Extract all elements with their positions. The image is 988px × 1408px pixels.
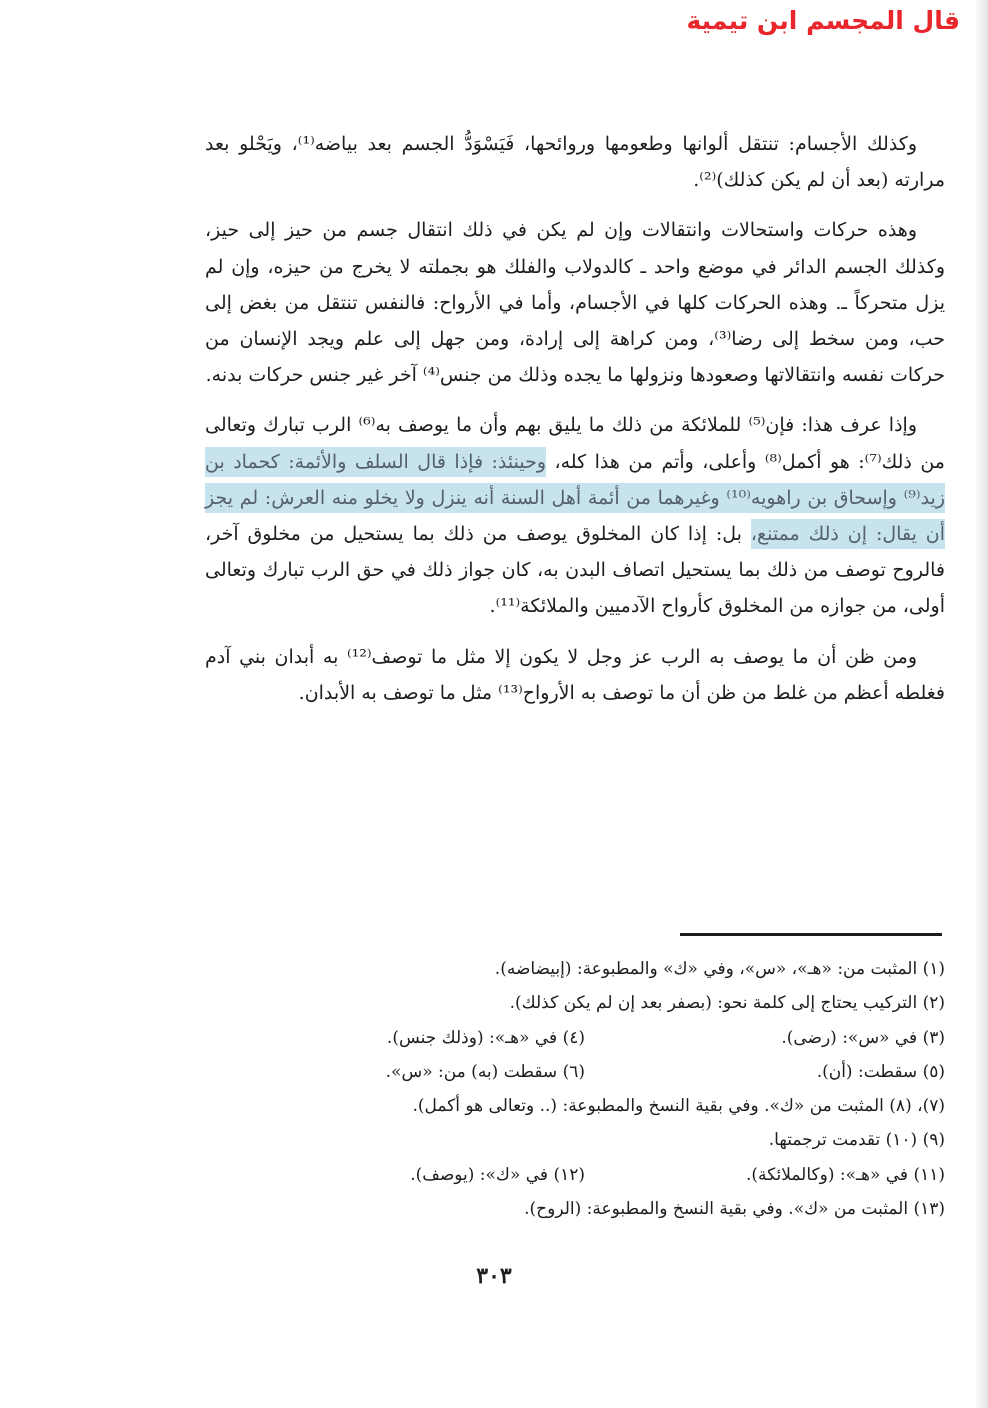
paragraph-4: ومن ظن أن ما يوصف به الرب عز وجل لا يكون إلا مثل ما توصف⁽¹²⁾ به أبدان بني آدم فغلطه أعظم من غلط من ظن أن ما توصف به الأرواح⁽¹³⁾ مثل ما توصف به الأبدان. — [205, 645, 945, 704]
main-text — [205, 126, 945, 725]
footnote-5: (٥) سقطت: (أن). — [816, 1061, 945, 1082]
footnotes — [205, 952, 945, 1226]
footnote-row — [205, 1089, 945, 1123]
page-number: ٣٠٣ — [476, 1263, 512, 1289]
footnote-7-8: (٧)، (٨) المثبت من «ك». وفي بقية النسخ والمطبوعة: (.. وتعالى هو أكمل). — [412, 1096, 945, 1117]
footnote-3: (٣) في «س»: (رضى). — [781, 1027, 945, 1048]
footnote-row — [205, 1055, 945, 1089]
footnote-4: (٤) في «هـ»: (وذلك جنس). — [386, 1027, 585, 1048]
header-title: قال المجسم ابن تيمية — [686, 6, 960, 35]
page-edge-shadow — [974, 0, 988, 1408]
footnote-row — [205, 952, 945, 986]
footnote-row — [205, 1021, 945, 1055]
footnote-row — [205, 986, 945, 1020]
footnote-row — [205, 1192, 945, 1226]
footnote-12: (١٢) في «ك»: (يوصف). — [410, 1164, 585, 1185]
paragraph-3-after: بل: إذا كان المخلوق يوصف من ذلك بما يستحيل من مخلوق آخر، فالروح توصف من ذلك بما يستحيل اتصاف البدن به، كان جواز ذلك في حق الرب تبارك وتعالى أولى، من جوازه من المخلوق كأرواح الآدميين والملائكة⁽¹¹⁾. — [205, 523, 945, 618]
footnote-1: (١) المثبت من: «هـ»، «س»، وفي «ك» والمطبوعة: (إبيضاضه). — [494, 959, 945, 979]
paragraph-2: وهذه حركات واستحالات وانتقالات وإن لم يكن في ذلك انتقال جسم من حيز إلى حيز، وكذلك الجسم الدائر في موضع واحد ـ كالدولاب والفلك هو بجملته لا يخرج من حيزه، وإن لم يزل متحركاً ـ. وهذه الحركات كلها في الأجسام، وأما في الأرواح: فالنفس تنتقل من بغض إلى حب، ومن سخط إلى رضا⁽³⁾، ومن كراهة إلى إرادة، ومن جهل إلى علم ويجد الإنسان من حركات نفسه وانتقالاتها وصعودها ونزولها ما يجده وذلك من جنس⁽⁴⁾ آخر غير جنس حركات بدنه. — [205, 219, 945, 387]
paragraph-3 — [205, 407, 945, 624]
paragraph-1: وكذلك الأجسام: تنتقل ألوانها وطعومها وروائحها، فَيَسْوَدُّ الجسم بعد بياضه⁽¹⁾، ويَحْلو بعد مرارته (بعد أن لم يكن كذلك)⁽²⁾. — [205, 133, 945, 192]
footnote-row — [205, 1158, 945, 1192]
footnote-divider — [680, 933, 942, 936]
footnote-13: (١٣) المثبت من «ك». وفي بقية النسخ والمطبوعة: (الروح). — [524, 1199, 945, 1220]
highlighted-passage[interactable]: وحينئذ: فإذا قال السلف والأئمة: كحماد بن زيد⁽⁹⁾ وإسحاق بن راهويه⁽¹⁰⁾ وغيرهما من أئمة أهل السنة أنه ينزل ولا يخلو منه العرش: لم يجز أن يقال: إن ذلك ممتنع، — [205, 447, 945, 549]
footnote-11: (١١) في «هـ»: (وكالملائكة). — [745, 1164, 945, 1185]
footnote-row — [205, 1123, 945, 1157]
footnote-2: (٢) التركيب يحتاج إلى كلمة نحو: (بصفر بعد إن لم يكن كذلك). — [509, 993, 945, 1014]
paragraph-3-before: وإذا عرف هذا: فإن⁽⁵⁾ للملائكة من ذلك ما يليق بهم وأن ما يوصف به⁽⁶⁾ الرب تبارك وتعالى من ذلك⁽⁷⁾: هو أكمل⁽⁸⁾ وأعلى، وأتم من هذا كله، — [205, 414, 945, 473]
footnote-9-10: (٩) (١٠) تقدمت ترجمتها. — [768, 1130, 945, 1151]
footnote-6: (٦) سقطت (به) من: «س». — [385, 1061, 585, 1082]
